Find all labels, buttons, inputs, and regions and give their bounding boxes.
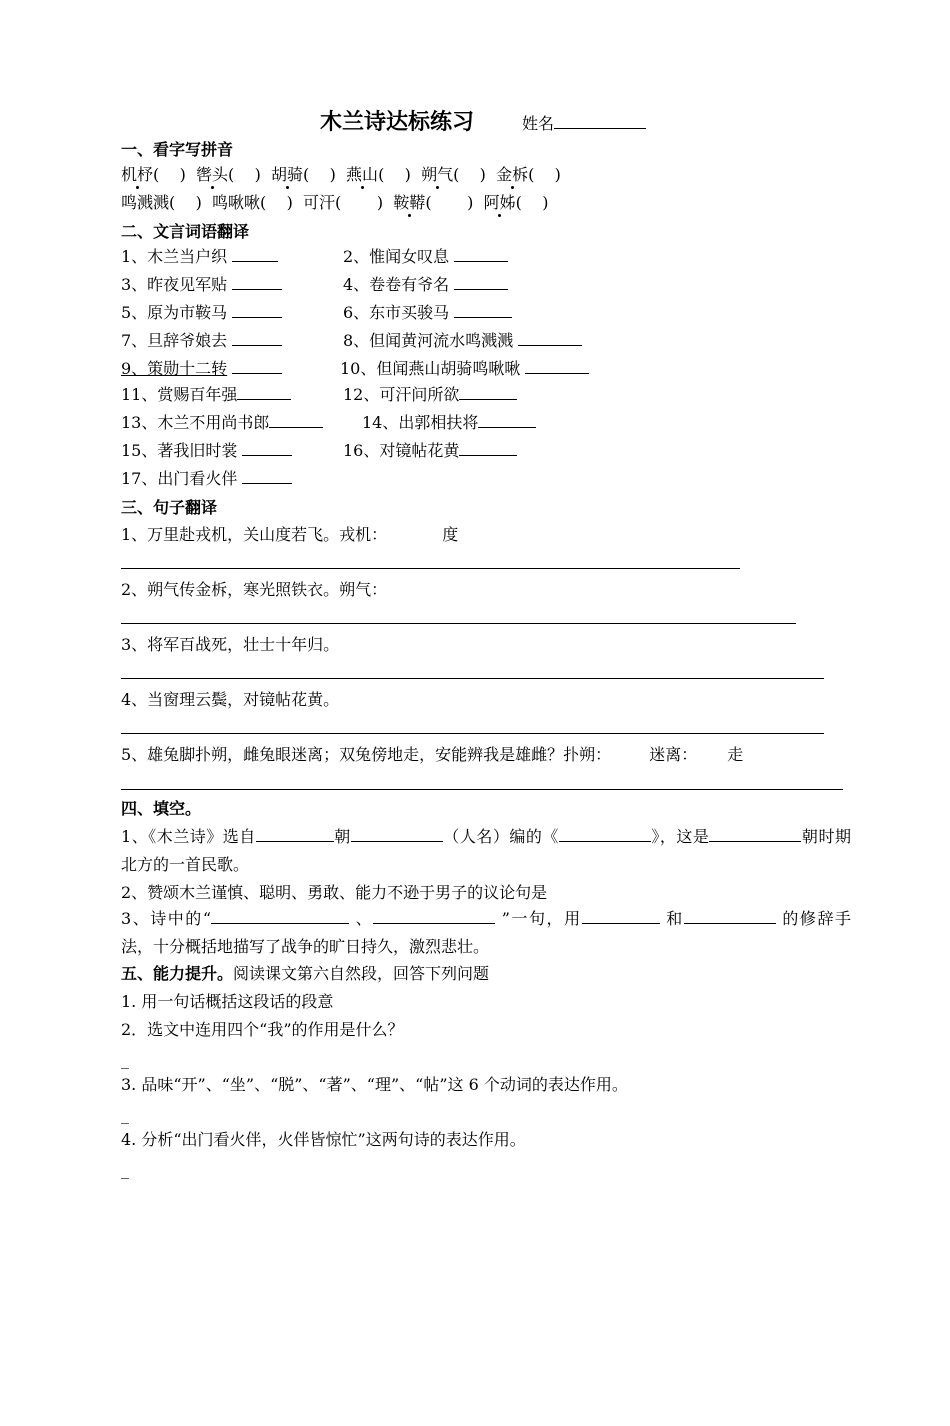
fill-q2: 2、赞颂木兰谨慎、聪明、勇敢、能力不逊于男子的议论句是	[121, 883, 548, 902]
translation-q2: 2、朔气传金柝，寒光照铁衣。朔气：	[121, 580, 388, 599]
translation-q3: 3、将军百战死，壮士十年归。	[121, 635, 340, 654]
answer-dash[interactable]: _	[121, 1050, 129, 1069]
section-2-heading: 二、文言词语翻译	[121, 222, 250, 241]
answer-blank[interactable]	[232, 331, 282, 346]
vocab-item: 14、出郭相扶将	[362, 413, 536, 433]
vocab-item: 8、但闻黄河流水鸣溅溅	[343, 331, 582, 351]
vocab-item: 2、惟闻女叹息	[343, 247, 508, 267]
vocab-item: 10、但闻燕山胡骑鸣啾啾	[340, 359, 589, 379]
answer-blank[interactable]	[211, 909, 349, 924]
translation-q5: 5、雄兔脚扑朔，雌兔眼迷离；双兔傍地走，安能辨我是雄雌？扑朔： 迷离： 走	[121, 745, 744, 764]
pinyin-word: 辔头	[196, 165, 229, 184]
pinyin-row-1: 机杼( ) 辔头( ) 胡骑( ) 燕山( ) 朔气( ) 金柝( )	[121, 165, 561, 184]
answer-blank[interactable]	[582, 909, 660, 924]
name-label: 姓名	[522, 114, 555, 133]
vocab-item: 7、旦辞爷娘去	[121, 331, 282, 351]
section-5-header	[121, 964, 489, 984]
vocab-item: 13、木兰不用尚书郎	[121, 413, 323, 433]
answer-blank[interactable]	[684, 909, 776, 924]
answer-blank[interactable]	[459, 385, 517, 400]
answer-blank[interactable]	[242, 441, 292, 456]
answer-blank[interactable]	[242, 469, 292, 484]
answer-blank[interactable]	[232, 247, 278, 262]
answer-blank[interactable]	[232, 303, 282, 318]
vocab-item: 17、出门看火伴	[121, 469, 292, 489]
pinyin-word: 阿姊	[483, 193, 516, 212]
vocab-item: 11、赏赐百年强	[121, 385, 291, 405]
section-1-heading: 一、看字写拼音	[121, 140, 234, 159]
answer-blank[interactable]	[709, 827, 801, 842]
answer-blank[interactable]	[237, 385, 291, 400]
vocab-item: 3、昨夜见军贴	[121, 275, 282, 295]
answer-blank[interactable]	[232, 275, 282, 290]
vocab-item: 15、著我旧时裳	[121, 441, 292, 461]
vocab-item: 6、东市买骏马	[343, 303, 512, 323]
answer-blank[interactable]	[478, 413, 536, 428]
ability-q2: 2．选文中连用四个“我”的作用是什么？	[121, 1020, 404, 1039]
answer-line[interactable]	[121, 623, 796, 624]
pinyin-word: 机杼	[121, 165, 154, 184]
pinyin-word: 胡骑	[271, 165, 304, 184]
answer-blank[interactable]	[454, 275, 508, 290]
answer-blank[interactable]	[351, 827, 443, 842]
ability-q3: 3. 品味“开”、“坐”、“脱”、“著”、“理”、“帖”这 6 个动词的表达作用。	[121, 1075, 628, 1094]
vocab-item: 12、可汗问所欲	[343, 385, 517, 405]
vocab-item: 1、木兰当户织	[121, 247, 278, 267]
answer-blank[interactable]	[459, 441, 517, 456]
answer-blank[interactable]	[559, 827, 651, 842]
answer-blank[interactable]	[518, 331, 582, 346]
page-title: 木兰诗达标练习	[320, 109, 475, 135]
answer-dash[interactable]: _	[121, 1160, 129, 1179]
pinyin-word: 可汗	[303, 193, 336, 212]
section-5-intro: 阅读课文第六自然段，回答下列问题	[233, 964, 490, 983]
fill-q1: 1、《木兰诗》选自 朝 （人名）编的《 》，这是 朝时期北方的一首民歌。	[121, 827, 851, 874]
pinyin-word: 鸣啾啾	[212, 193, 261, 212]
pinyin-word: 鸣溅溅	[121, 193, 170, 212]
answer-blank[interactable]	[373, 909, 495, 924]
translation-q4: 4、当窗理云鬓，对镜帖花黄。	[121, 690, 340, 709]
name-blank[interactable]	[554, 114, 646, 129]
fill-q3: 3、诗中的“ 、 ”一句，用 和 的修辞手法，十分概括地描写了战争的旷日持久，激烈悲壮。	[121, 909, 851, 956]
section-4-heading: 四、填空。	[121, 799, 202, 818]
answer-blank[interactable]	[454, 303, 512, 318]
pinyin-word: 鞍鞯	[393, 193, 426, 212]
answer-dash[interactable]: _	[121, 1105, 129, 1124]
answer-line[interactable]	[121, 733, 824, 734]
vocab-item: 16、对镜帖花黄	[343, 441, 517, 461]
name-field[interactable]	[522, 113, 646, 135]
ability-q1: 1. 用一句话概括这段话的段意	[121, 992, 334, 1011]
pinyin-word: 燕山	[346, 165, 379, 184]
answer-blank[interactable]	[269, 413, 323, 428]
answer-blank[interactable]	[454, 247, 508, 262]
answer-blank[interactable]	[232, 359, 282, 374]
vocab-item: 9、策勋十二转	[121, 359, 282, 379]
vocab-item: 5、原为市鞍马	[121, 303, 282, 323]
answer-blank[interactable]	[525, 359, 589, 374]
section-3-heading: 三、句子翻译	[121, 498, 218, 517]
answer-line[interactable]	[121, 568, 740, 569]
pinyin-row-2: 鸣溅溅( ) 鸣啾啾( ) 可汗( ) 鞍鞯( ) 阿姊( )	[121, 193, 549, 212]
answer-line[interactable]	[121, 789, 843, 790]
pinyin-word: 朔气	[421, 165, 454, 184]
section-5-heading: 五、能力提升。	[121, 964, 234, 983]
answer-line[interactable]	[121, 678, 824, 679]
translation-q1: 1、万里赴戎机，关山度若飞。戎机： 度	[121, 525, 459, 544]
ability-q4: 4. 分析“出门看火伴，火伴皆惊忙”这两句诗的表达作用。	[121, 1130, 526, 1149]
pinyin-word: 金柝	[496, 165, 529, 184]
vocab-item: 4、卷卷有爷名	[343, 275, 508, 295]
answer-blank[interactable]	[256, 827, 334, 842]
